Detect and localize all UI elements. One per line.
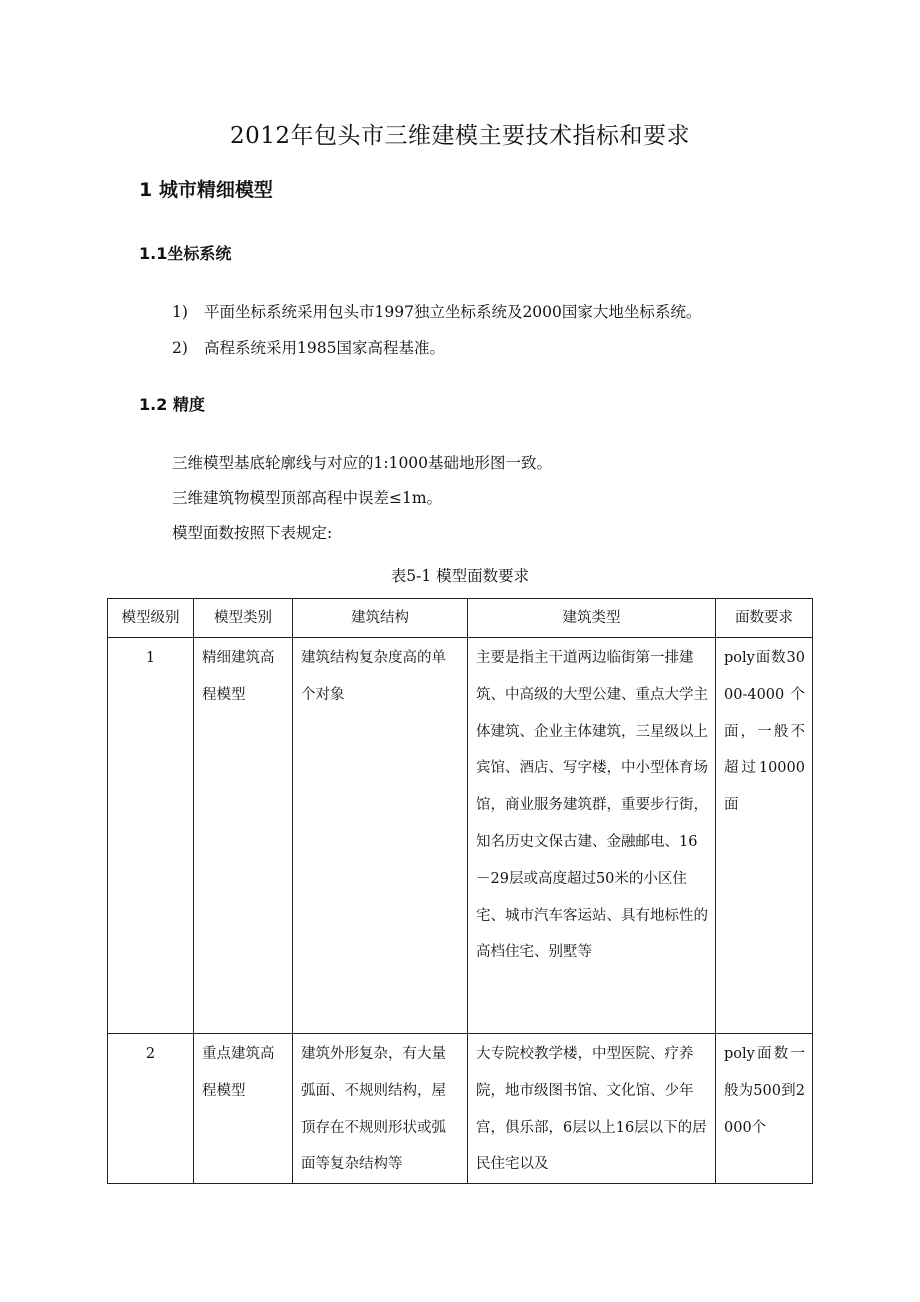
list-item-number: 2) [172,339,188,357]
table-header-row [108,599,813,638]
column-header-level: 模型级别 [108,599,194,638]
paragraph: 三维模型基底轮廓线与对应的1:1000基础地形图一致。 [172,454,553,472]
cell-structure: 建筑外形复杂，有大量弧面、不规则结构，屋顶存在不规则形状或弧面等复杂结构等 [293,1034,468,1184]
model-face-table [107,598,813,1184]
table-row [108,638,813,1034]
paragraph: 三维建筑物模型顶部高程中误差≤1m。 [172,489,443,507]
column-header-faces: 面数要求 [716,599,813,638]
list-item-number: 1) [172,303,188,321]
cell-level: 1 [108,638,194,1034]
paragraph: 模型面数按照下表规定: [172,524,333,542]
column-header-category: 模型类别 [194,599,293,638]
list-item-text: 平面坐标系统采用包头市1997独立坐标系统及2000国家大地坐标系统。 [204,303,702,321]
cell-structure: 建筑结构复杂度高的单个对象 [293,638,468,1034]
document-title: 2012年包头市三维建模主要技术指标和要求 [229,123,691,149]
cell-category: 重点建筑高程模型 [194,1034,293,1184]
cell-type: 主要是指主干道两边临街第一排建筑、中高级的大型公建、重点大学主体建筑、企业主体建筑，三星级以上宾馆、酒店、写字楼，中小型体育场馆，商业服务建筑群，重要步行街，知名历史文保古建、金融邮电、16－29层或高度超过50米的小区住宅、城市汽车客运站、具有地标性的高档住宅、别墅等 [468,638,716,1034]
section-heading-1-1: 1.1坐标系统 [139,244,232,263]
cell-category: 精细建筑高程模型 [194,638,293,1034]
section-heading-1: 1 城市精细模型 [139,179,273,201]
list-item [172,297,701,327]
cell-faces: poly面数3000-4000个面，一般不超过10000面 [716,638,813,1034]
cell-faces: poly面数一般为500到2000个 [716,1034,813,1184]
list-item [172,333,445,363]
column-header-structure: 建筑结构 [293,599,468,638]
table-caption: 表5-1 模型面数要求 [390,567,530,585]
column-header-type: 建筑类型 [468,599,716,638]
cell-type: 大专院校教学楼，中型医院、疗养院，地市级图书馆、文化馆、少年宫，俱乐部，6层以上16层以下的居民住宅以及 [468,1034,716,1184]
cell-level: 2 [108,1034,194,1184]
section-heading-1-2: 1.2 精度 [139,395,205,414]
table-row [108,1034,813,1184]
list-item-text: 高程系统采用1985国家高程基准。 [204,339,445,357]
